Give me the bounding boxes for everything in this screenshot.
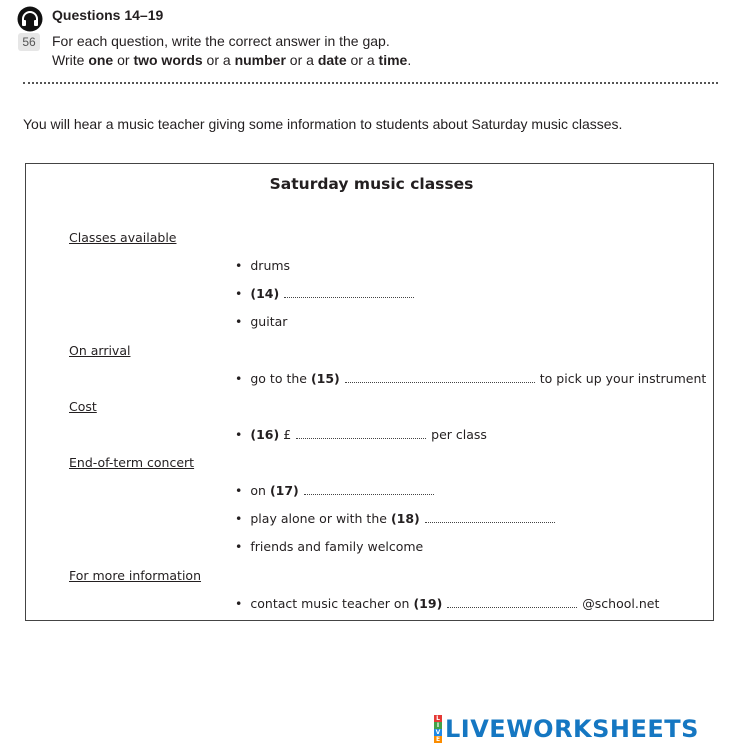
section-classes-available: Classes available	[69, 230, 177, 245]
audio-track-badge: 56	[18, 33, 40, 51]
section-on-arrival: On arrival	[69, 343, 131, 358]
item-q14: • (14)	[235, 286, 419, 301]
form-title: Saturday music classes	[269, 175, 474, 193]
intro-text: You will hear a music teacher giving some information to students about Saturday music classes.	[23, 116, 623, 132]
live-letters-icon	[434, 715, 442, 743]
instruction-line-2: Write one or two words or a number or a date or a time.	[52, 52, 412, 68]
instruction-line-1: For each question, write the correct answer in the gap.	[52, 33, 390, 49]
item-q17: • on (17)	[235, 483, 439, 498]
item-drums: • drums	[235, 258, 291, 273]
answer-gap-14[interactable]	[284, 289, 414, 298]
answer-gap-16[interactable]	[296, 430, 426, 439]
logo-letter-i: I	[434, 722, 442, 729]
section-more-information: For more information	[69, 568, 202, 583]
item-q19: • contact music teacher on (19) @school.net	[235, 596, 660, 611]
item-q18: • play alone or with the (18)	[235, 511, 560, 526]
answer-gap-15[interactable]	[345, 374, 535, 383]
headphones-icon	[17, 6, 43, 32]
item-q15: • go to the (15) to pick up your instrument	[235, 371, 707, 386]
item-friends-family: • friends and family welcome	[235, 539, 424, 554]
instructions	[52, 32, 411, 70]
answer-gap-17[interactable]	[304, 486, 434, 495]
item-q16: • (16) £ per class	[235, 427, 487, 442]
logo-letter-v: V	[435, 729, 441, 736]
answer-gap-19[interactable]	[447, 599, 577, 608]
questions-title: Questions 14–19	[52, 7, 164, 23]
liveworksheets-logo	[434, 714, 699, 744]
logo-letter-l: L	[434, 715, 442, 722]
answer-gap-18[interactable]	[425, 514, 555, 523]
item-guitar: • guitar	[235, 314, 288, 329]
section-end-of-term-concert: End-of-term concert	[69, 455, 195, 470]
section-cost: Cost	[69, 399, 97, 414]
logo-text: LIVEWORKSHEETS	[445, 715, 699, 743]
dotted-divider	[23, 82, 718, 84]
logo-letter-e: E	[435, 736, 441, 743]
